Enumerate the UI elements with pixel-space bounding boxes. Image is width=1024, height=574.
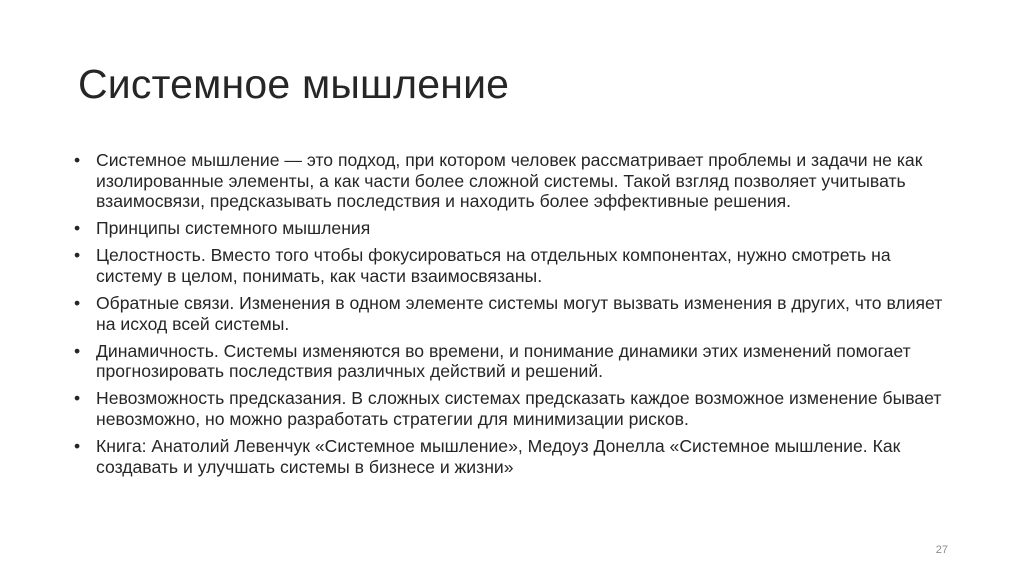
bullet-text: Принципы системного мышления: [96, 218, 371, 239]
bullet-icon: •: [74, 150, 81, 170]
bullet-icon: •: [74, 245, 81, 266]
bullet-list: [74, 150, 954, 477]
bullet-item-unpredictability: [74, 388, 954, 429]
bullet-icon: •: [74, 218, 81, 239]
bullet-icon: •: [74, 340, 81, 361]
bullet-icon: •: [74, 293, 81, 314]
bullet-text: Невозможность предсказания. В сложных системах предсказать каждое возможное изменение бывает невозможно, но можно разработать стратегии для минимизации рисков.: [96, 388, 942, 430]
bullet-item-principles: [74, 218, 954, 239]
slide-title: Системное мышление: [78, 61, 510, 107]
bullet-text: Системное мышление — это подход, при котором человек рассматривает проблемы и задачи не как изолированные элементы, а как части более сложной системы. Такой взгляд позволяет учитывать взаимосвязи, предсказывать последствия и находить более эффективные решения.: [96, 150, 923, 212]
bullet-icon: •: [74, 436, 81, 457]
bullet-text: Книга: Анатолий Левенчук «Системное мышление», Медоуз Донелла «Системное мышление. Как создавать и улучшать системы в бизнесе и жизни»: [96, 436, 901, 477]
bullet-item-feedback: [74, 293, 954, 334]
bullet-text: Динамичность. Системы изменяются во времени, и понимание динамики этих изменений помогает прогнозировать последствия различных действий и решений.: [96, 340, 911, 382]
slide-content: [74, 150, 954, 484]
page-number: 27: [935, 544, 948, 556]
bullet-item-dynamics: [74, 341, 954, 382]
bullet-text: Целостность. Вместо того чтобы фокусироваться на отдельных компонентах, нужно смотреть на систему в целом, понимать, как части взаимосвязаны.: [96, 245, 891, 286]
bullet-text: Обратные связи. Изменения в одном элементе системы могут вызвать изменения в других, что влияет на исход всей системы.: [96, 293, 943, 334]
bullet-item-books: [74, 436, 954, 477]
bullet-item-definition: [74, 150, 954, 212]
bullet-item-integrity: [74, 245, 954, 286]
bullet-icon: •: [74, 388, 81, 409]
